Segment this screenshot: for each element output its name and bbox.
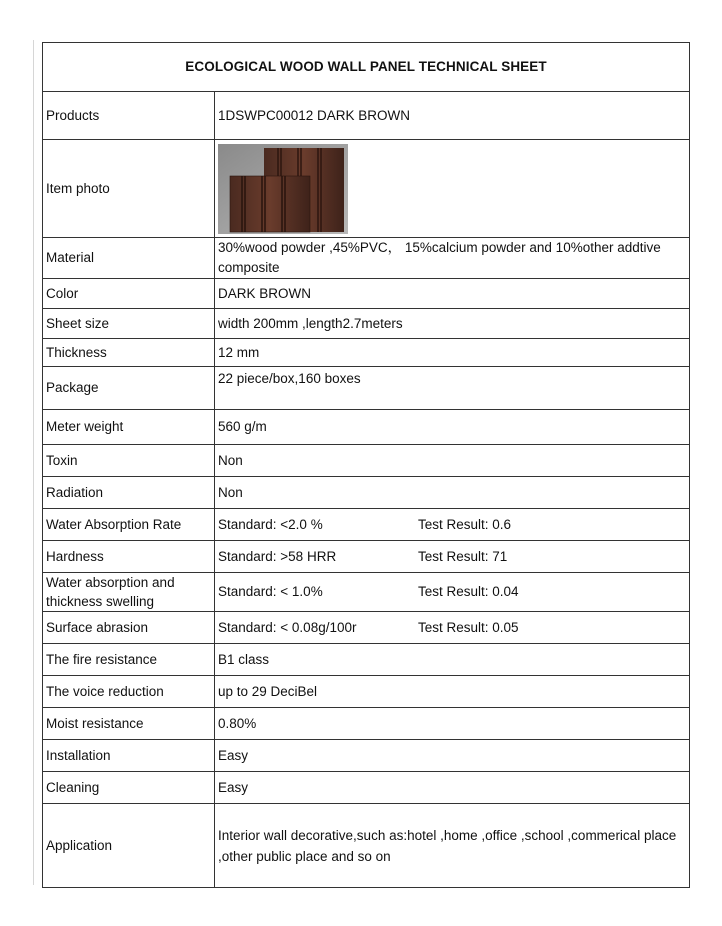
label-water-absorption-swelling: Water absorption and thickness swelling [43, 573, 215, 612]
label-color: Color [43, 279, 215, 309]
title-row [43, 43, 690, 92]
value-sheet-size: width 200mm ,length2.7meters [215, 309, 690, 339]
value-meter-weight: 560 g/m [215, 410, 690, 445]
row-item-photo [43, 140, 690, 238]
row-water-absorption-rate [43, 509, 690, 541]
standard-surface-abrasion: Standard: < 0.08g/100r [218, 619, 357, 635]
result-water-absorption-swelling: Test Result: 0.04 [418, 584, 519, 599]
value-material: 30%wood powder ,45%PVC， 15%calcium powder and 10%other addtive composite [215, 238, 690, 279]
value-products: 1DSWPC00012 DARK BROWN [215, 92, 690, 140]
value-cleaning: Easy [215, 772, 690, 804]
label-toxin: Toxin [43, 445, 215, 477]
value-hardness [215, 541, 690, 573]
row-package [43, 367, 690, 410]
value-installation: Easy [215, 740, 690, 772]
label-cleaning: Cleaning [43, 772, 215, 804]
standard-hardness: Standard: >58 HRR [218, 548, 337, 564]
row-material [43, 238, 690, 279]
value-thickness: 12 mm [215, 339, 690, 367]
row-meter-weight [43, 410, 690, 445]
label-material: Material [43, 238, 215, 279]
row-installation [43, 740, 690, 772]
label-water-absorption-rate: Water Absorption Rate [43, 509, 215, 541]
label-thickness: Thickness [43, 339, 215, 367]
label-hardness: Hardness [43, 541, 215, 573]
technical-sheet-table [42, 42, 690, 888]
row-moist-resistance [43, 708, 690, 740]
wood-wall-panel-photo [218, 144, 348, 234]
standard-water-absorption-rate: Standard: <2.0 % [218, 516, 323, 532]
label-installation: Installation [43, 740, 215, 772]
value-surface-abrasion [215, 612, 690, 644]
label-fire-resistance: The fire resistance [43, 644, 215, 676]
value-item-photo [215, 140, 690, 238]
label-moist-resistance: Moist resistance [43, 708, 215, 740]
row-voice-reduction [43, 676, 690, 708]
label-item-photo: Item photo [43, 140, 215, 238]
row-sheet-size [43, 309, 690, 339]
result-hardness: Test Result: 71 [418, 548, 508, 564]
value-toxin: Non [215, 445, 690, 477]
value-fire-resistance: B1 class [215, 644, 690, 676]
row-thickness [43, 339, 690, 367]
label-application: Application [43, 804, 215, 888]
label-products: Products [43, 92, 215, 140]
label-radiation: Radiation [43, 477, 215, 509]
row-radiation [43, 477, 690, 509]
row-hardness [43, 541, 690, 573]
label-package: Package [43, 367, 215, 410]
value-moist-resistance: 0.80% [215, 708, 690, 740]
row-products [43, 92, 690, 140]
result-water-absorption-rate: Test Result: 0.6 [418, 516, 512, 532]
label-sheet-size: Sheet size [43, 309, 215, 339]
value-voice-reduction: up to 29 DeciBel [215, 676, 690, 708]
row-cleaning [43, 772, 690, 804]
label-meter-weight: Meter weight [43, 410, 215, 445]
label-surface-abrasion: Surface abrasion [43, 612, 215, 644]
row-water-absorption-swelling [43, 573, 690, 612]
page-left-rule [33, 40, 34, 885]
sheet-title: ECOLOGICAL WOOD WALL PANEL TECHNICAL SHEET [43, 43, 690, 92]
value-radiation: Non [215, 477, 690, 509]
label-voice-reduction: The voice reduction [43, 676, 215, 708]
value-water-absorption-rate [215, 509, 690, 541]
result-surface-abrasion: Test Result: 0.05 [418, 619, 519, 635]
value-water-absorption-swelling [215, 573, 690, 612]
row-application [43, 804, 690, 888]
row-fire-resistance [43, 644, 690, 676]
value-color: DARK BROWN [215, 279, 690, 309]
row-color [43, 279, 690, 309]
value-application: Interior wall decorative,such as:hotel ,home ,office ,school ,commerical place ,other public place and so on [215, 804, 690, 888]
row-surface-abrasion [43, 612, 690, 644]
standard-water-absorption-swelling: Standard: < 1.0% [218, 584, 323, 599]
row-toxin [43, 445, 690, 477]
value-package: 22 piece/box,160 boxes [215, 367, 690, 410]
